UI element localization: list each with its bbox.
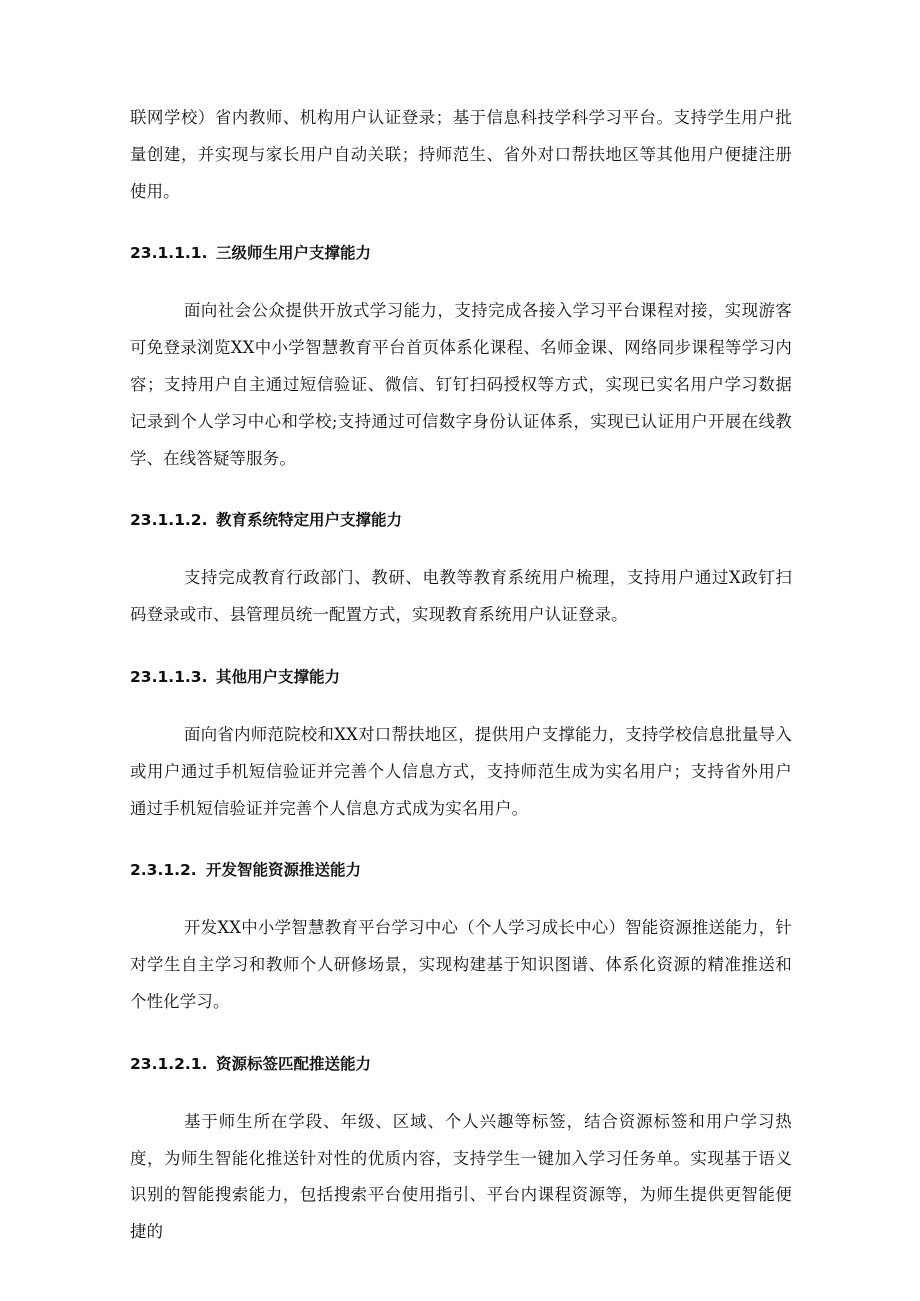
intro-paragraph: 联网学校）省内教师、机构用户认证登录；基于信息科技学科学习平台。支持学生用户批量创建，并实现与家长用户自动关联；持师范生、省外对口帮扶地区等其他用户便捷注册使用。 xyxy=(130,108,792,201)
section-title: 三级师生用户支撑能力 xyxy=(216,244,372,263)
section-paragraph: 面向社会公众提供开放式学习能力，支持完成各接入学习平台课程对接，实现游客可免登录浏览XX中小学智慧教育平台首页体系化课程、名师金课、网络同步课程等学习内容；支持用户自主通过短信验证、微信、钉钉扫码授权等方式，实现已实名用户学习数据记录到个人学习中心和学校;支持通过可信数字身份认证体系，实现已认证用户开展在线教学、在线答疑等服务。 xyxy=(130,301,792,468)
section-number: 23.1.2.1. xyxy=(130,1054,208,1073)
section-title: 教育系统特定用户支撑能力 xyxy=(216,511,403,530)
section-heading xyxy=(130,665,792,689)
section-paragraph: 支持完成教育行政部门、教研、电教等教育系统用户梳理，支持用户通过X政钉扫码登录或市、县管理员统一配置方式，实现教育系统用户认证登录。 xyxy=(130,568,792,625)
section-paragraph: 面向省内师范院校和XX对口帮扶地区，提供用户支撑能力，支持学校信息批量导入或用户通过手机短信验证并完善个人信息方式，支持师范生成为实名用户；支持省外用户通过手机短信验证并完善个人信息方式成为实名用户。 xyxy=(130,724,792,818)
section-title: 资源标签匹配推送能力 xyxy=(216,1054,372,1073)
section-heading xyxy=(130,508,792,532)
section-title: 开发智能资源推送能力 xyxy=(206,861,362,880)
section-title: 其他用户支撑能力 xyxy=(216,667,341,686)
section-number: 2.3.1.2. xyxy=(130,861,197,880)
section-heading xyxy=(130,858,792,882)
section-paragraph: 基于师生所在学段、年级、区域、个人兴趣等标签，结合资源标签和用户学习热度，为师生智能化推送针对性的优质内容，支持学生一键加入学习任务单。实现基于语义识别的智能搜索能力，包括搜索平台使用指引、平台内课程资源等，为师生提供更智能便捷的 xyxy=(130,1111,792,1242)
section-heading xyxy=(130,241,792,265)
section-number: 23.1.1.2. xyxy=(130,511,208,530)
section-heading xyxy=(130,1052,792,1076)
section-number: 23.1.1.1. xyxy=(130,244,208,263)
section-number: 23.1.1.3. xyxy=(130,667,208,686)
document-content xyxy=(130,100,792,1251)
section-paragraph: 开发XX中小学智慧教育平台学习中心（个人学习成长中心）智能资源推送能力，针对学生自主学习和教师个人研修场景，实现构建基于知识图谱、体系化资源的精准推送和个性化学习。 xyxy=(130,918,792,1011)
